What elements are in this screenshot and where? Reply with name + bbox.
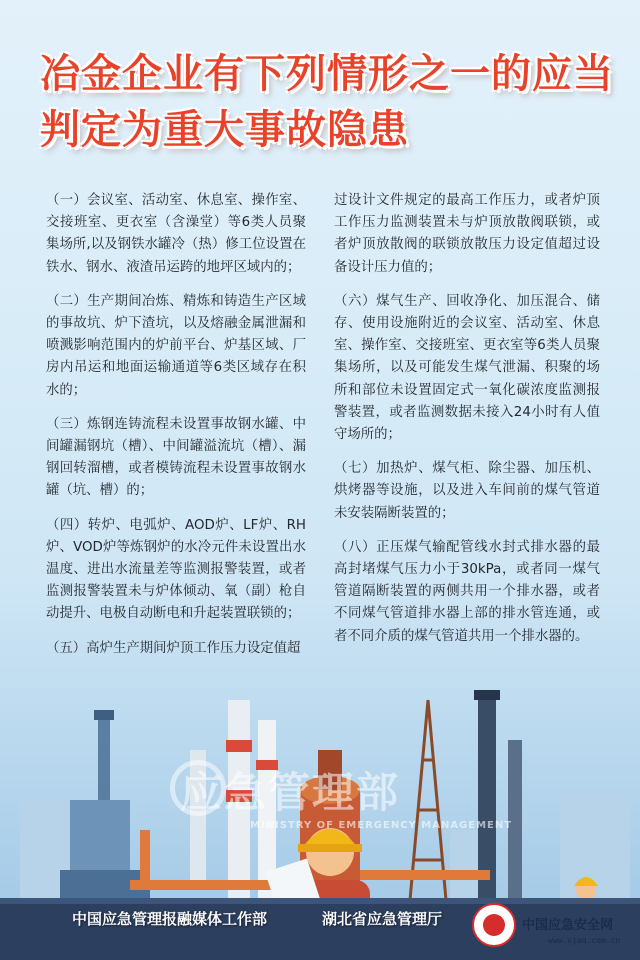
- item-7: （七）加热炉、煤气柜、除尘器、加压机、烘烤器等设施，以及进入车间前的煤气管道未安装隔断装置的；: [334, 461, 600, 521]
- watermark-subtext: MINISTRY OF EMERGENCY MANAGEMENT: [250, 820, 513, 831]
- right-column: [334, 190, 600, 660]
- right-stack: [474, 690, 522, 930]
- poster-title: 冶金企业有下列情形之一的应当判定为重大事故隐患: [40, 51, 614, 153]
- footer-site-name: 中国应急安全网: [522, 918, 614, 933]
- footer-org-1: 中国应急管理报融媒体工作部: [72, 910, 268, 928]
- item-5-end: 过设计文件规定的最高工作压力，或者炉顶工作压力监测装置未与炉顶放散阀联锁，或者炉顶放散阀的联锁放散压力设定值超过设备设计压力值的；: [334, 193, 600, 275]
- item-3: （三）炼钢连铸流程未设置事故钢水罐、中间罐漏钢坑（槽）、中间罐溢流坑（槽）、漏钢回转溜槽，或者模铸流程未设置事故钢水罐（坑、槽）的；: [46, 416, 306, 499]
- item-8: （八）正压煤气输配管线水封式排水器的最高封堵煤气压力小于30kPa，或者同一煤气管道隔断装置的两侧共用一个排水器，或者不同煤气管道排水器上部的排水管连通，或者不同介质的煤气管道共用一个排水器的。: [334, 539, 600, 644]
- item-6: （六）煤气生产、回收净化、加压混合、储存、使用设施附近的会议室、活动室、休息室、操作室、交接班室、更衣室等6类人员聚集场所，以及可能发生煤气泄漏、积聚的场所和部位未设置固定式一氧化碳浓度监测报警装置，或者监测数据未接入24小时有人值守场所的；: [334, 293, 600, 443]
- ground-edge: [0, 898, 640, 904]
- footer-org-2: 湖北省应急管理厅: [322, 910, 443, 928]
- item-5-start: （五）高炉生产期间炉顶工作压力设定值超: [46, 640, 301, 656]
- footer-site-url: www.xjaq.com.cn: [548, 936, 621, 945]
- item-2: （二）生产期间冶炼、精炼和铸造生产区域的事故坑、炉下渣坑，以及熔融金属泄漏和喷溅影响范围内的炉前平台、炉基区域、厂房内吊运和地面运输通道等6类区域存在积水的；: [46, 293, 306, 398]
- left-column: [46, 190, 306, 672]
- item-1: （一）会议室、活动室、休息室、操作室、交接班室、更衣室（含澡堂）等6类人员聚集场所,以及钢铁水罐冷（热）修工位设置在铁水、钢水、液渣吊运跨的地坪区域内的；: [46, 193, 306, 275]
- item-4: （四）转炉、电弧炉、AOD炉、LF炉、RH炉、VOD炉等炼钢炉的水冷元件未设置出水温度、进出水流量差等监测报警装置，或者监测报警装置未与炉体倾动、氧（副）枪自动提升、电极自动断电和升起装置联锁的；: [46, 517, 306, 622]
- emergency-badge-icon: [472, 903, 516, 947]
- watermark-text: 应急管理部: [180, 768, 401, 817]
